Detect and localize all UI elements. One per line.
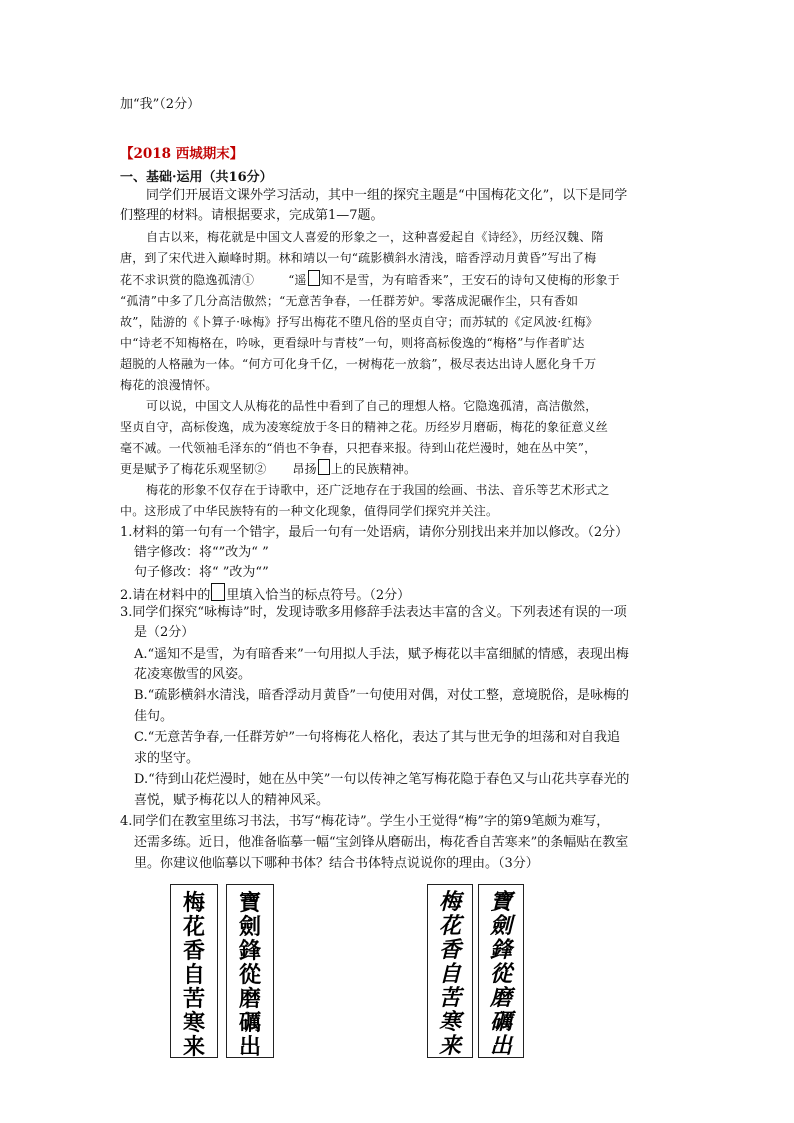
calligraphy-character: 苦 [182,986,205,1012]
calligraphy-character: 梅 [438,890,461,915]
question-3-stem: 3.同学们探究“咏梅诗”时，发现诗歌多用修辞手法表达丰富的含义。下列表述有误的一项 [120,605,627,620]
calligraphy-character: 梅 [182,890,205,916]
passage-line: 唐，到了宋代进入巅峰时期。林和靖以一句“疏影横斜水清浅，暗香浮动月黄昏”写出了梅 [120,251,597,265]
passage-text: “遥 [288,273,307,287]
passage-line: 坚贞自守，高标俊逸，成为凌寒绽放于冬日的精神之花。历经岁月磨砺，梅花的象征意义丝 [120,420,609,434]
calligraphy-character: 来 [182,1034,205,1060]
option-b: 佳句。 [134,709,174,724]
question-1-stem: 1.材料的第一句有一个错字，最后一句有一处语病，请你分别找出来并加以修改。（2分） [120,525,629,540]
calligraphy-scroll-left-b [226,884,274,1058]
calligraphy-character: 出 [489,1034,512,1059]
calligraphy-character: 出 [238,1034,261,1060]
calligraphy-character: 磨 [238,986,261,1012]
passage-line: 自古以来，梅花就是中国文人喜爱的形象之一，这种喜爱起自《诗经》，历经汉魏、隋 [146,230,604,244]
passage-line: 中“诗老不知梅格在，吟咏，更看绿叶与青枝”一句，则将高标俊逸的“梅格”与作者旷达 [120,336,585,350]
calligraphy-scroll-right-b [478,884,524,1058]
calligraphy-scroll-right-a [427,884,473,1058]
calligraphy-character: 自 [182,962,205,988]
calligraphy-character: 寒 [182,1010,205,1036]
question-1-a: 错字修改：将“”改为“ ” [134,545,269,560]
passage-text: 花不求识赏的隐逸孤清① [120,273,255,287]
calligraphy-character: 寶 [489,890,512,915]
calligraphy-character: 寒 [438,1010,461,1035]
section-title: 一、基础·运用（共16分） [120,170,273,185]
calligraphy-character: 從 [489,962,512,987]
exam-title: 【2018 西城期末】 [120,146,244,162]
passage-text: 昂扬 [292,462,317,476]
passage-line: 超脱的人格融为一体。“何方可化身千亿，一树梅花一放翁”，极尽表达出诗人愿化身千万 [120,357,597,371]
passage-line: 可以说，中国文人从梅花的品性中看到了自己的理想人格。它隐逸孤清，高洁傲然， [146,399,598,413]
calligraphy-character: 礪 [489,1010,512,1035]
calligraphy-character: 劍 [489,914,512,939]
calligraphy-character: 苦 [438,986,461,1011]
intro-line-2: 们整理的材料。请根据要求，完成第1—7题。 [120,208,384,223]
passage-text: 更是赋予了梅花乐观坚韧② [120,462,267,476]
calligraphy-character: 磨 [489,986,512,1011]
passage-line-with-blank [120,270,620,290]
passage-line: “孤清”中多了几分高洁傲然；“无意苦争春，一任群芳妒。零落成泥碾作尘，只有香如 [120,294,579,308]
intro-line-1: 同学们开展语文课外学习活动，其中一组的探究主题是“中国梅花文化”，以下是同学 [146,188,628,203]
question-4-line: 4.同学们在教室里练习书法，书写“梅花诗”。学生小王觉得“梅”字的第9笔颇为难写， [120,814,610,829]
calligraphy-character: 自 [438,962,461,987]
passage-line-with-blank [120,459,416,479]
calligraphy-character: 鋒 [489,938,512,963]
calligraphy-character: 從 [238,962,261,988]
passage-text: 上的民族精神。 [330,462,417,476]
passage-line: 梅花的浪漫情怀。 [120,378,218,392]
blank-box-icon [211,583,225,601]
calligraphy-character: 香 [182,938,205,964]
calligraphy-character: 礪 [238,1010,261,1036]
question-4-line: 还需多练。近日，他准备临摹一幅“宝剑锋从磨砺出，梅花香自苦寒来”的条幅贴在教室 [134,835,629,850]
calligraphy-character: 花 [182,914,205,940]
punctuation-blank-box[interactable] [308,270,320,286]
passage-text: 知不是雪，为有暗香来”，王安石的诗句又使梅的形象于 [320,273,620,287]
option-a: 花凌寒傲雪的风姿。 [134,667,252,682]
passage-line: 中。这形成了中华民族特有的一种文化现象，值得同学们探究并关注。 [120,504,499,518]
calligraphy-scroll-left-a [170,884,218,1058]
option-d: 喜悦，赋予梅花以人的精神风采。 [134,793,330,808]
question-3-stem: 是（2分） [134,625,195,640]
punctuation-blank-box[interactable] [318,459,330,475]
calligraphy-character: 鋒 [238,938,261,964]
option-a: A.“遥知不是雪，为有暗香来”一句用拟人手法，赋予梅花以丰富细腻的情感，表现出梅 [134,647,629,662]
question-4-line: 里。你建议他临摹以下哪种书体？结合书体特点说说你的理由。（3分） [134,856,539,871]
top-answer-line: 加“我”（2分） [120,97,201,112]
question-2-pre: 2.请在材料中的 [120,588,211,603]
question-1-b: 句子修改：将“ ”改为“” [134,565,269,580]
question-2-post: 里填入恰当的标点符号。（2分） [226,588,411,603]
option-b: B.“疏影横斜水清浅，暗香浮动月黄昏”一句使用对偶，对仗工整，意境脱俗，是咏梅的 [134,688,629,703]
passage-line: 毫不减。一代领袖毛泽东的“俏也不争春，只把春来报。待到山花烂漫时，她在丛中笑”， [120,441,597,455]
option-c: 求的坚守。 [134,751,200,766]
calligraphy-character: 香 [438,938,461,963]
passage-line: 故”，陆游的《卜算子·咏梅》抒写出梅花不堕凡俗的坚贞自守；而苏轼的《定风波·红梅》 [120,315,598,329]
calligraphy-character: 寶 [238,890,261,916]
option-c: C.“无意苦争春,一任群芳妒”一句将梅花人格化，表达了其与世无争的坦荡和对自我追 [134,730,621,745]
calligraphy-character: 来 [438,1034,461,1059]
option-d: D.“待到山花烂漫时，她在丛中笑”一句以传神之笔写梅花隐于春色又与山花共享春光的 [134,772,630,787]
calligraphy-character: 花 [438,914,461,939]
passage-line: 梅花的形象不仅存在于诗歌中，还广泛地存在于我国的绘画、书法、音乐等艺术形式之 [146,483,610,497]
calligraphy-character: 劍 [238,914,261,940]
